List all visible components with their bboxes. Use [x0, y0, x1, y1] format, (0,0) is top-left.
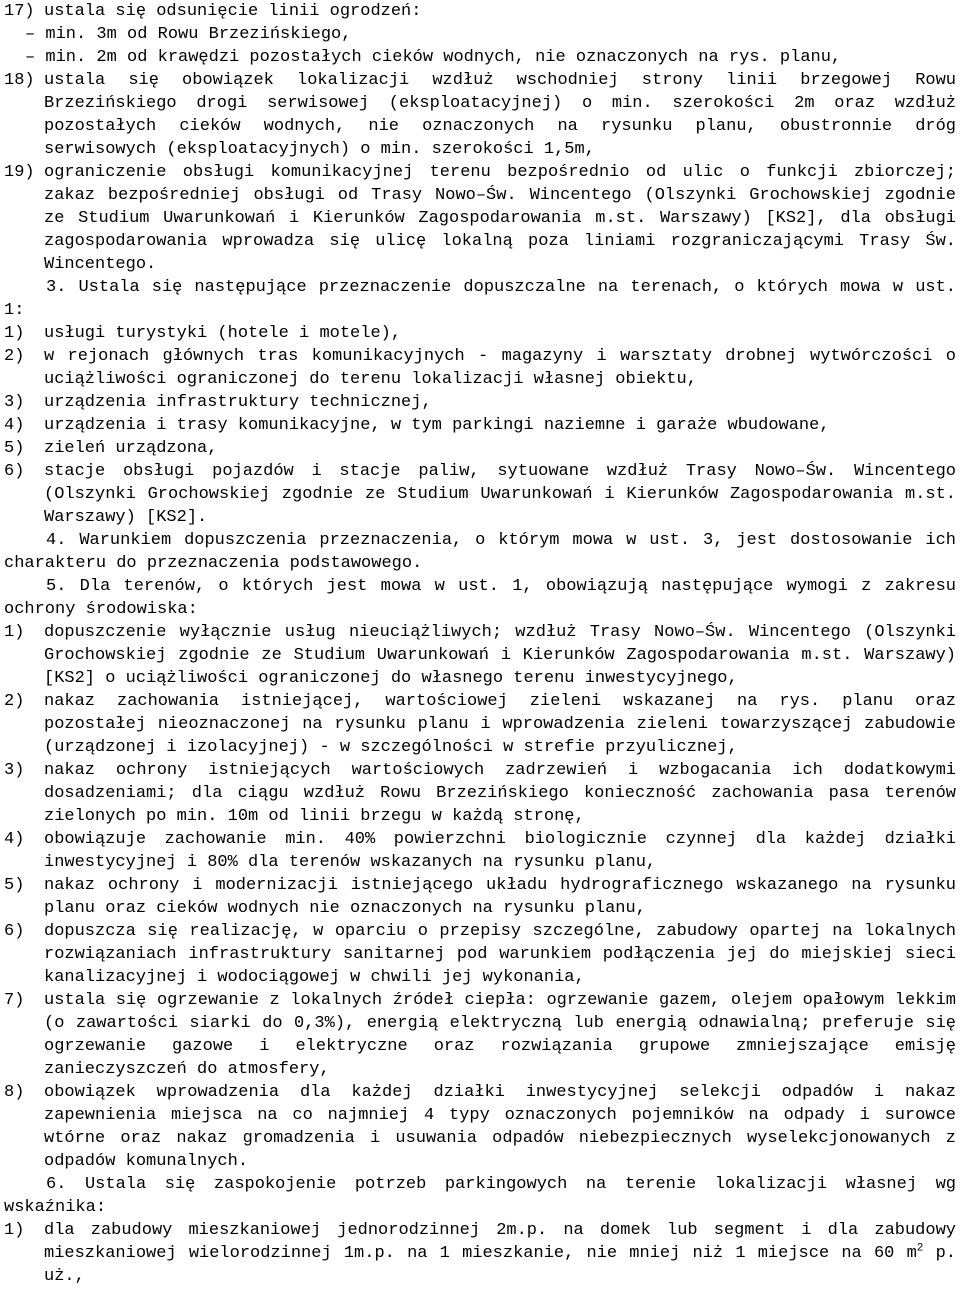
item-number: 2)	[4, 347, 25, 366]
section-paragraph: 5. Dla terenów, o których jest mowa w ust. 1, obowiązują następujące wymogi z zakresu ochrony środowiska:	[4, 577, 956, 619]
section-paragraph: 6. Ustala się zaspokojenie potrzeb parkingowych na terenie lokalizacji własnej wg wskaźnika:	[4, 1175, 956, 1217]
list-item	[4, 874, 956, 920]
item-text: ograniczenie obsługi komunikacyjnej terenu bezpośrednio od ulic o funkcji zbiorczej; zakaz bezpośredniej obsługi od Trasy Nowo–Św. Wincentego (Olszynki Grochowskiej zgodnie ze Studium Uwarunkowań i Kierunków Zagospodarowania m.st. Warszawy) [KS2], dla obsługi zagospodarowania wprowadza się ulicę lokalną poza liniami rozgraniczającymi Trasy Św. Wincentego.	[44, 163, 956, 274]
section-paragraph: 3. Ustala się następujące przeznaczenie dopuszczalne na terenach, o których mowa w ust. 1:	[4, 278, 956, 320]
item-number: 17)	[4, 2, 35, 21]
item-number: 1)	[4, 623, 25, 642]
list-item	[4, 621, 956, 690]
item-text: obowiązuje zachowanie min. 40% powierzchni biologicznie czynnej dla każdej działki inwestycyjnej i 80% dla terenów wskazanych na rysunku planu,	[44, 830, 956, 872]
dash-item: – min. 2m od krawędzi pozostałych cieków wodnych, nie oznaczonych na rys. planu,	[25, 48, 842, 67]
item-text: ustala się ogrzewanie z lokalnych źródeł ciepła: ogrzewanie gazem, olejem opałowym lekkim (o zawartości siarki do 0,3%), energią elektryczną lub energią odnawialną; preferuje się ogrzewanie gazowe i elektryczne oraz rozwiązania grupowe zmniejszające emisję zanieczyszczeń do atmosfery,	[44, 991, 956, 1079]
item-number: 6)	[4, 922, 25, 941]
item-text-main: dla zabudowy mieszkaniowej jednorodzinnej 2m.p. na domek lub segment i dla zabudowy mieszkaniowej wielorodzinnej 1m.p. na 1 mieszkanie, nie mniej niż 1 miejsce na 60 m	[44, 1221, 956, 1263]
item-number: 1)	[4, 324, 25, 343]
item-number: 6)	[4, 462, 25, 481]
item-text: urządzenia infrastruktury technicznej,	[44, 393, 432, 412]
list-item	[4, 460, 956, 529]
list-item	[4, 759, 956, 828]
item-number: 3)	[4, 761, 25, 780]
item-number: 4)	[4, 830, 25, 849]
item-text: ustala się obowiązek lokalizacji wzdłuż wschodniej strony linii brzegowej Rowu Brzezińskiego drogi serwisowej (eksploatacyjnej) o min. szerokości 2m oraz wzdłuż pozostałych cieków wodnych, nie oznaczonych na rysunku planu, obustronnie dróg serwisowych (eksploatacyjnych) o min. szerokości 1,5m,	[44, 71, 956, 159]
item-text	[44, 1219, 956, 1288]
list-item	[4, 0, 956, 23]
item-number: 8)	[4, 1083, 25, 1102]
item-text: dopuszcza się realizację, w oparciu o przepisy szczególne, zabudowy opartej na lokalnych rozwiązaniach infrastruktury sanitarnej pod warunkiem podłączenia jej do miejskiej sieci kanalizacyjnej i wodociągowej w chwili jej wykonania,	[44, 922, 956, 987]
item-number: 5)	[4, 439, 25, 458]
item-text: nakaz ochrony istniejących wartościowych zadrzewień i wzbogacania ich dodatkowymi dosadzeniami; dla ciągu wzdłuż Rowu Brzezińskiego konieczność zachowania pasa terenów zielonych po min. 10m od linii brzegu w każdą stronę,	[44, 761, 956, 826]
item-text: dopuszczenie wyłącznie usług nieuciążliwych; wzdłuż Trasy Nowo–Św. Wincentego (Olszynki Grochowskiej zgodnie ze Studium Uwarunkowań i Kierunków Zagospodarowania m.st. Warszawy) [KS2] o uciążliwości ograniczonej do własnego terenu inwestycyjnego,	[44, 623, 956, 688]
item-text: obowiązek wprowadzenia dla każdej działki inwestycyjnej selekcji odpadów i nakaz zapewnienia miejsca na co najmniej 4 typy oznaczonych pojemników na odpady i surowce wtórne oraz nakaz gromadzenia i usuwania odpadów niebezpiecznych wyselekcjonowanych z odpadów komunalnych.	[44, 1083, 956, 1171]
list-item	[4, 989, 956, 1081]
item-text: w rejonach głównych tras komunikacyjnych - magazyny i warsztaty drobnej wytwórczości o uciążliwości ograniczonej do terenu lokalizacji własnej obiektu,	[44, 347, 956, 389]
item-number: 19)	[4, 163, 35, 182]
list-item	[4, 1081, 956, 1173]
list-item	[4, 414, 956, 437]
item-text: usługi turystyki (hotele i motele),	[44, 324, 402, 343]
item-text: zieleń urządzona,	[44, 439, 218, 458]
dash-item: – min. 3m od Rowu Brzezińskiego,	[25, 25, 352, 44]
list-item	[4, 828, 956, 874]
section-paragraph: 4. Warunkiem dopuszczenia przeznaczenia, o którym mowa w ust. 3, jest dostosowanie ich charakteru do przeznaczenia podstawowego.	[4, 531, 956, 573]
list-item	[4, 437, 956, 460]
item-text: ustala się odsunięcie linii ogrodzeń:	[44, 2, 422, 21]
list-item	[4, 391, 956, 414]
item-number: 7)	[4, 991, 25, 1010]
item-text: urządzenia i trasy komunikacyjne, w tym parkingi naziemne i garaże wbudowane,	[44, 416, 830, 435]
list-item	[4, 322, 956, 345]
item-number: 1)	[4, 1221, 25, 1240]
list-item	[4, 920, 956, 989]
item-number: 4)	[4, 416, 25, 435]
item-text: nakaz ochrony i modernizacji istniejącego układu hydrograficznego wskazanego na rysunku planu oraz cieków wodnych nie oznaczonych na rysunku planu,	[44, 876, 956, 918]
item-number: 18)	[4, 71, 35, 90]
item-text-tail: p. uż.,	[44, 1244, 956, 1286]
superscript: 2	[916, 1242, 924, 1255]
list-item	[4, 69, 956, 161]
item-text: nakaz zachowania istniejącej, wartościowej zieleni wskazanej na rys. planu oraz pozostałej nieoznaczonej na rysunku planu i wprowadzenia zieleni towarzyszącej zabudowie (urządzonej i izolacyjnej) - w szczególności w strefie przyulicznej,	[44, 692, 956, 757]
item-number: 3)	[4, 393, 25, 412]
item-number: 5)	[4, 876, 25, 895]
list-item	[4, 690, 956, 759]
list-item	[4, 161, 956, 276]
item-text: stacje obsługi pojazdów i stacje paliw, sytuowane wzdłuż Trasy Nowo–Św. Wincentego (Olszynki Grochowskiej zgodnie ze Studium Uwarunkowań i Kierunków Zagospodarowania m.st. Warszawy) [KS2].	[44, 462, 956, 527]
item-number: 2)	[4, 692, 25, 711]
list-item	[4, 345, 956, 391]
list-item	[4, 1219, 956, 1288]
